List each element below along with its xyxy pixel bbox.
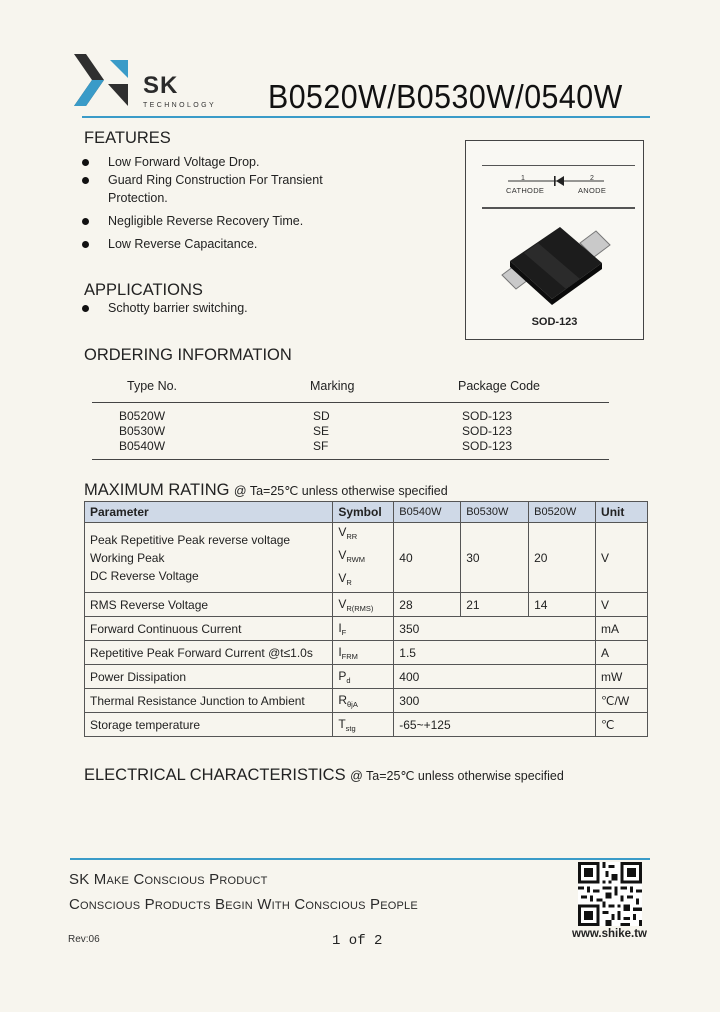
table-cell: 20 [529,523,596,593]
table-cell: 14 [529,593,596,617]
col-b0530w: B0530W [461,502,529,523]
ordering-footer-line [92,459,609,460]
table-row [85,641,648,665]
table-cell: mA [596,617,648,641]
col-symbol: Symbol [333,502,394,523]
table-cell: 21 [461,593,529,617]
bullet-icon [82,218,89,225]
sod123-package-icon [494,219,619,307]
pin1-label: CATHODE [506,186,545,195]
package-name: SOD-123 [531,316,578,328]
table-cell: SE [313,424,330,438]
bullet-icon [82,241,89,248]
col-unit: Unit [596,502,648,523]
table-cell: SOD-123 [462,439,513,453]
table-cell: Forward Continuous Current [85,617,333,641]
logo-text: SK [143,72,179,99]
table-row [85,617,648,641]
table-cell: 40 [394,523,461,593]
electrical-heading: ELECTRICAL CHARACTERISTICS [84,766,346,784]
list-item: Schotty barrier switching. [82,299,412,317]
table-cell: Power Dissipation [85,665,333,689]
bullet-icon [82,177,89,184]
table-cell: V [596,523,648,593]
website-link[interactable]: www.shike.tw [572,928,647,940]
ordering-col-type: Type No. [127,379,178,393]
pin2-number: 2 [590,175,594,182]
page-number: 1 of 2 [332,933,383,949]
electrical-condition: @ Ta=25℃ unless otherwise specified [350,769,564,783]
table-cell: Peak Repetitive Peak reverse voltage Working Peak DC Reverse Voltage [85,523,333,593]
pin1-number: 1 [521,175,525,182]
pin2-label: ANODE [578,186,607,195]
page-title: B0520W/B0530W/0540W [268,78,623,115]
max-rating-condition: @ Ta=25℃ unless otherwise specified [233,484,448,498]
table-cell: ℃ [596,713,648,737]
table-cell: A [596,641,648,665]
table-cell: 1.5 [394,641,596,665]
bullet-icon [82,159,89,166]
table-cell: -65~+125 [394,713,596,737]
list-item: Low Reverse Capacitance. [82,235,412,253]
table-cell: B0520W [119,409,166,423]
table-cell: 400 [394,665,596,689]
table-cell: B0530W [119,424,166,438]
max-rating-title [84,481,448,500]
col-parameter: Parameter [85,502,333,523]
table-cell: Repetitive Peak Forward Current @t≤1.0s [85,641,333,665]
table-row [85,523,648,593]
table-cell: Storage temperature [85,713,333,737]
table-cell: B0540W [119,439,166,453]
applications-list [82,299,412,317]
table-row [85,713,648,737]
revision-label: Rev:06 [68,934,100,945]
ordering-header-line [92,402,609,403]
table-cell: 30 [461,523,529,593]
package-diagram [465,140,644,340]
list-item: Guard Ring Construction For Transient Protection. [82,171,412,207]
logo-subtext: TECHNOLOGY [143,102,217,109]
features-heading: FEATURES [84,129,171,147]
table-row [85,593,648,617]
ordering-heading: ORDERING INFORMATION [84,346,292,364]
list-item: Low Forward Voltage Drop. [82,153,412,171]
table-cell: $V_{R(RMS)}$ [333,593,394,617]
table-header-row [85,502,648,523]
table-cell: $P_d$ [333,665,394,689]
table-cell: $R_{\theta jA}$ [333,689,394,713]
footer-slogan-1: SK Make Conscious Product [69,871,268,888]
table-cell: RMS Reverse Voltage [85,593,333,617]
col-b0540w: B0540W [394,502,461,523]
features-list [82,153,412,253]
max-rating-table [84,501,648,737]
ordering-col-marking: Marking [310,379,355,393]
table-cell: V [596,593,648,617]
table-cell: 28 [394,593,461,617]
table-cell: SF [313,439,329,453]
table-cell: $I_{FRM}$ [333,641,394,665]
table-cell: $V_{RR}$ $V_{RWM}$ $V_R$ [333,523,394,593]
qr-code-icon [578,862,642,926]
applications-heading: APPLICATIONS [84,281,203,299]
table-cell: Thermal Resistance Junction to Ambient [85,689,333,713]
table-cell: 300 [394,689,596,713]
bullet-icon [82,305,89,312]
sk-logo-icon [70,50,132,110]
table-cell: mW [596,665,648,689]
table-cell: SOD-123 [462,409,513,423]
electrical-title [84,766,564,785]
list-item: Negligible Reverse Recovery Time. [82,212,412,230]
table-cell: $T_{stg}$ [333,713,394,737]
table-cell: SOD-123 [462,424,513,438]
table-row [85,665,648,689]
table-cell: SD [313,409,330,423]
table-cell: 350 [394,617,596,641]
table-row [85,689,648,713]
ordering-col-package: Package Code [458,379,541,393]
max-rating-heading: MAXIMUM RATING [84,481,230,499]
table-cell: ℃/W [596,689,648,713]
footer-slogan-2: Conscious Products Begin With Conscious People [69,896,418,913]
footer-divider [70,858,650,860]
col-b0520w: B0520W [529,502,596,523]
table-cell: $I_F$ [333,617,394,641]
header-divider [82,116,650,118]
